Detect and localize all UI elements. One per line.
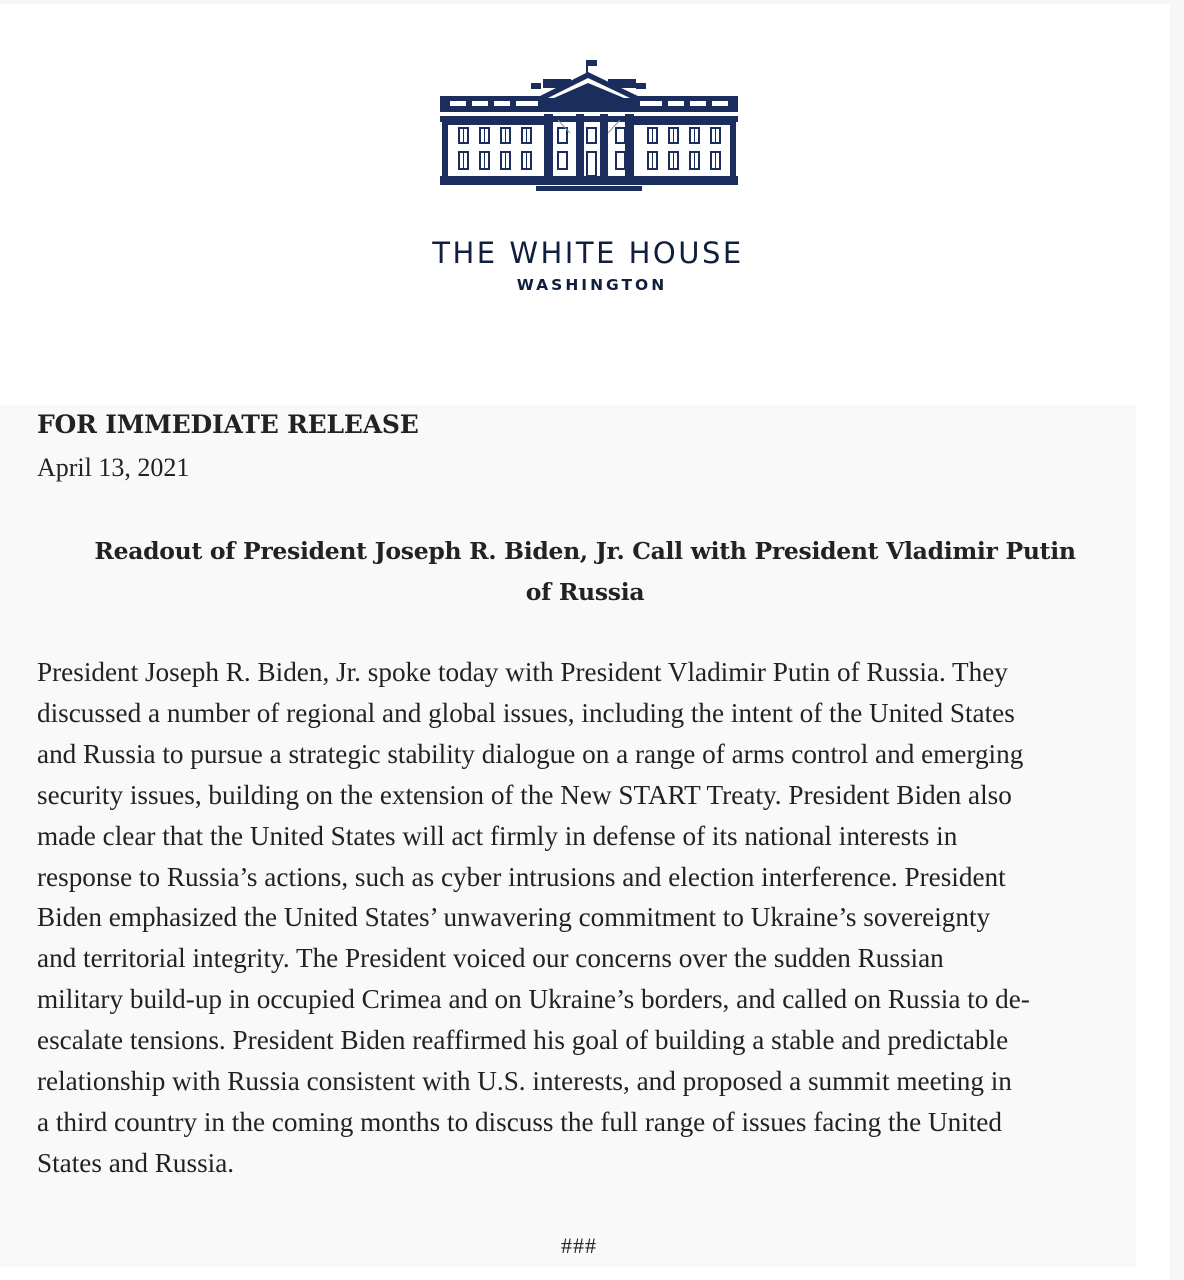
body-line: military build-up in occupied Crimea and on Ukraine’s borders, and called on Russia to de-: [37, 984, 1030, 1015]
body-line: and Russia to pursue a strategic stability dialogue on a range of arms control and emerging: [37, 738, 1024, 769]
body-line: Biden emphasized the United States’ unwavering commitment to Ukraine’s sovereignty: [37, 902, 991, 933]
body-line: discussed a number of regional and global issues, including the intent of the United States: [37, 697, 1015, 728]
white-house-building-icon: [440, 58, 738, 192]
headline-line: Readout of President Joseph R. Biden, Jr. Call with President Vladimir Putin: [94, 537, 1076, 565]
body-line: States and Russia.: [37, 1147, 235, 1178]
body-line: a third country in the coming months to discuss the full range of issues facing the United: [37, 1106, 1002, 1137]
headline-line: of Russia: [525, 578, 645, 606]
body-line: relationship with Russia consistent with U.S. interests, and proposed a summit meeting in: [37, 1066, 1012, 1097]
brand-subtitle: WASHINGTON: [516, 276, 668, 294]
body-line: security issues, building on the extension of the New START Treaty. President Biden also: [37, 779, 1012, 810]
end-mark: ###: [561, 1233, 597, 1258]
body-paragraph: [37, 652, 1137, 1184]
brand-title: THE WHITE HOUSE: [432, 236, 744, 270]
release-label: FOR IMMEDIATE RELEASE: [37, 410, 419, 439]
body-line: response to Russia’s actions, such as cyber intrusions and election interference. President: [37, 861, 1006, 892]
body-line: escalate tensions. President Biden reaffirmed his goal of building a stable and predictable: [37, 1025, 1009, 1056]
headline: [30, 531, 1140, 613]
right-border: [1170, 0, 1184, 1280]
body-line: made clear that the United States will act firmly in defense of its national interests in: [37, 820, 958, 851]
top-border: [0, 0, 1184, 4]
body-line: and territorial integrity. The President voiced our concerns over the sudden Russian: [37, 943, 944, 974]
body-line: President Joseph R. Biden, Jr. spoke today with President Vladimir Putin of Russia. They: [37, 657, 1008, 687]
release-date: April 13, 2021: [37, 453, 190, 482]
